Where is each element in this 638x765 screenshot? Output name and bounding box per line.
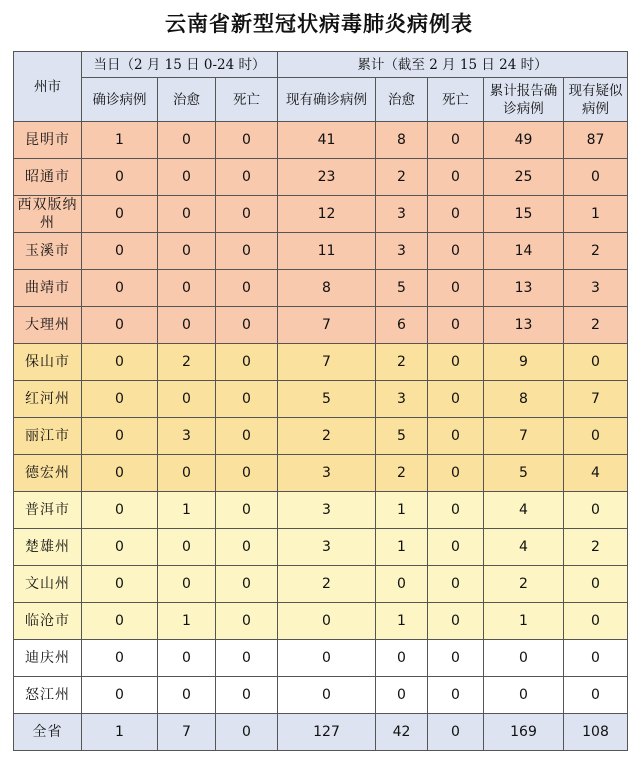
table-cell: 0 xyxy=(216,566,278,603)
total-cell: 127 xyxy=(278,714,376,751)
table-cell: 0 xyxy=(82,418,158,455)
table-cell: 0 xyxy=(82,455,158,492)
table-cell: 8 xyxy=(376,122,428,159)
table-cell: 0 xyxy=(428,640,484,677)
table-cell: 3 xyxy=(376,381,428,418)
city-name: 楚雄州 xyxy=(14,529,82,566)
table-cell: 0 xyxy=(376,677,428,714)
table-cell: 1 xyxy=(564,196,628,233)
table-cell: 0 xyxy=(428,307,484,344)
city-name: 临沧市 xyxy=(14,603,82,640)
table-cell: 7 xyxy=(278,344,376,381)
table-cell: 0 xyxy=(428,159,484,196)
table-cell: 23 xyxy=(278,159,376,196)
table-cell: 0 xyxy=(216,196,278,233)
city-name: 迪庆州 xyxy=(14,640,82,677)
table-cell: 4 xyxy=(564,455,628,492)
table-cell: 13 xyxy=(484,307,564,344)
table-cell: 3 xyxy=(278,455,376,492)
table-cell: 0 xyxy=(428,455,484,492)
table-cell: 0 xyxy=(428,492,484,529)
table-cell: 0 xyxy=(278,603,376,640)
table-cell: 0 xyxy=(158,677,216,714)
table-cell: 3 xyxy=(158,418,216,455)
table-row xyxy=(14,196,628,233)
table-cell: 2 xyxy=(564,233,628,270)
table-cell: 49 xyxy=(484,122,564,159)
city-name: 昆明市 xyxy=(14,122,82,159)
table-cell: 0 xyxy=(278,677,376,714)
table-cell: 0 xyxy=(158,270,216,307)
table-cell: 0 xyxy=(216,603,278,640)
city-name: 普洱市 xyxy=(14,492,82,529)
table-cell: 0 xyxy=(564,640,628,677)
table-row xyxy=(14,381,628,418)
table-row xyxy=(14,603,628,640)
table-cell: 0 xyxy=(428,381,484,418)
table-cell: 0 xyxy=(82,381,158,418)
table-cell: 2 xyxy=(158,344,216,381)
table-cell: 2 xyxy=(484,566,564,603)
table-cell: 2 xyxy=(376,159,428,196)
table-cell: 3 xyxy=(564,270,628,307)
table-cell: 0 xyxy=(216,418,278,455)
table-cell: 7 xyxy=(484,418,564,455)
table-cell: 0 xyxy=(82,677,158,714)
total-cell: 42 xyxy=(376,714,428,751)
table-cell: 0 xyxy=(484,640,564,677)
table-cell: 0 xyxy=(82,492,158,529)
table-cell: 0 xyxy=(428,529,484,566)
table-cell: 3 xyxy=(376,196,428,233)
table-cell: 87 xyxy=(564,122,628,159)
table-row xyxy=(14,492,628,529)
table-cell: 0 xyxy=(216,455,278,492)
table-row xyxy=(14,307,628,344)
header-today-group: 当日（2 月 15 日 0-24 时） xyxy=(82,52,278,78)
table-cell: 0 xyxy=(158,233,216,270)
table-cell: 1 xyxy=(484,603,564,640)
header-city: 州市 xyxy=(14,52,82,122)
table-cell: 0 xyxy=(82,344,158,381)
table-cell: 0 xyxy=(564,344,628,381)
table-cell: 0 xyxy=(428,233,484,270)
table-cell: 25 xyxy=(484,159,564,196)
total-cell: 1 xyxy=(82,714,158,751)
table-cell: 0 xyxy=(484,677,564,714)
header-today-deaths: 死亡 xyxy=(216,78,278,122)
table-title: 云南省新型冠状病毒肺炎病例表 xyxy=(165,11,473,36)
table-cell: 0 xyxy=(428,566,484,603)
city-name: 曲靖市 xyxy=(14,270,82,307)
table-cell: 0 xyxy=(564,159,628,196)
header-today-confirmed: 确诊病例 xyxy=(82,78,158,122)
table-cell: 2 xyxy=(376,344,428,381)
table-cell: 2 xyxy=(376,455,428,492)
table-row xyxy=(14,159,628,196)
table-row xyxy=(14,566,628,603)
table-cell: 1 xyxy=(158,603,216,640)
table-cell: 0 xyxy=(428,122,484,159)
table-cell: 0 xyxy=(82,307,158,344)
total-cell: 0 xyxy=(428,714,484,751)
table-cell: 0 xyxy=(158,196,216,233)
table-cell: 0 xyxy=(158,381,216,418)
city-name: 西双版纳州 xyxy=(14,196,82,233)
table-cell: 0 xyxy=(158,159,216,196)
table-cell: 0 xyxy=(216,233,278,270)
table-cell: 5 xyxy=(376,418,428,455)
table-row xyxy=(14,640,628,677)
table-cell: 0 xyxy=(564,418,628,455)
table-cell: 2 xyxy=(564,307,628,344)
table-cell: 0 xyxy=(82,640,158,677)
table-cell: 0 xyxy=(158,566,216,603)
table-cell: 0 xyxy=(428,196,484,233)
city-name: 丽江市 xyxy=(14,418,82,455)
city-name: 红河州 xyxy=(14,381,82,418)
table-cell: 4 xyxy=(484,492,564,529)
header-current-suspected: 现有疑似病例 xyxy=(564,78,628,122)
table-cell: 5 xyxy=(278,381,376,418)
table-cell: 3 xyxy=(278,492,376,529)
table-cell: 1 xyxy=(376,529,428,566)
table-cell: 2 xyxy=(278,418,376,455)
table-cell: 0 xyxy=(158,307,216,344)
table-cell: 0 xyxy=(428,418,484,455)
table-cell: 0 xyxy=(216,122,278,159)
header-cumulative-cured: 治愈 xyxy=(376,78,428,122)
table-row xyxy=(14,344,628,381)
table-cell: 2 xyxy=(278,566,376,603)
total-cell: 0 xyxy=(216,714,278,751)
table-cell: 0 xyxy=(216,270,278,307)
table-cell: 0 xyxy=(564,566,628,603)
table-cell: 0 xyxy=(376,640,428,677)
total-cell: 108 xyxy=(564,714,628,751)
table-cell: 0 xyxy=(216,159,278,196)
table-cell: 9 xyxy=(484,344,564,381)
case-table xyxy=(13,51,628,751)
table-cell: 0 xyxy=(216,677,278,714)
header-total-confirmed: 累计报告确诊病例 xyxy=(484,78,564,122)
table-cell: 5 xyxy=(376,270,428,307)
table-cell: 15 xyxy=(484,196,564,233)
table-cell: 4 xyxy=(484,529,564,566)
table-cell: 7 xyxy=(278,307,376,344)
city-name: 玉溪市 xyxy=(14,233,82,270)
table-cell: 0 xyxy=(82,196,158,233)
table-cell: 0 xyxy=(82,529,158,566)
table-cell: 14 xyxy=(484,233,564,270)
table-cell: 41 xyxy=(278,122,376,159)
header-today-cured: 治愈 xyxy=(158,78,216,122)
table-cell: 0 xyxy=(376,566,428,603)
table-cell: 0 xyxy=(216,381,278,418)
table-cell: 0 xyxy=(158,455,216,492)
table-cell: 0 xyxy=(82,566,158,603)
table-cell: 8 xyxy=(484,381,564,418)
city-name: 昭通市 xyxy=(14,159,82,196)
table-cell: 12 xyxy=(278,196,376,233)
table-row xyxy=(14,122,628,159)
city-name: 文山州 xyxy=(14,566,82,603)
table-row xyxy=(14,418,628,455)
table-cell: 0 xyxy=(82,270,158,307)
city-name: 保山市 xyxy=(14,344,82,381)
total-cell: 7 xyxy=(158,714,216,751)
table-cell: 0 xyxy=(428,270,484,307)
total-row xyxy=(14,714,628,751)
table-row xyxy=(14,529,628,566)
table-cell: 1 xyxy=(82,122,158,159)
table-cell: 0 xyxy=(82,603,158,640)
table-cell: 0 xyxy=(216,529,278,566)
table-cell: 0 xyxy=(158,122,216,159)
header-cumulative-group: 累计（截至 2 月 15 日 24 时） xyxy=(278,52,628,78)
table-cell: 0 xyxy=(428,344,484,381)
table-cell: 0 xyxy=(428,603,484,640)
table-cell: 5 xyxy=(484,455,564,492)
total-cell: 169 xyxy=(484,714,564,751)
table-cell: 1 xyxy=(376,492,428,529)
table-row xyxy=(14,677,628,714)
table-cell: 0 xyxy=(564,677,628,714)
header-cumulative-deaths: 死亡 xyxy=(428,78,484,122)
table-cell: 0 xyxy=(564,603,628,640)
table-cell: 1 xyxy=(158,492,216,529)
table-cell: 0 xyxy=(564,492,628,529)
table-cell: 6 xyxy=(376,307,428,344)
table-cell: 0 xyxy=(158,640,216,677)
table-row xyxy=(14,270,628,307)
table-cell: 0 xyxy=(216,492,278,529)
table-cell: 0 xyxy=(82,233,158,270)
table-cell: 13 xyxy=(484,270,564,307)
table-cell: 11 xyxy=(278,233,376,270)
total-label: 全省 xyxy=(14,714,82,751)
table-cell: 3 xyxy=(376,233,428,270)
header-current-confirmed: 现有确诊病例 xyxy=(278,78,376,122)
city-name: 怒江州 xyxy=(14,677,82,714)
city-name: 大理州 xyxy=(14,307,82,344)
table-cell: 2 xyxy=(564,529,628,566)
table-cell: 0 xyxy=(216,344,278,381)
table-cell: 7 xyxy=(564,381,628,418)
table-cell: 1 xyxy=(376,603,428,640)
table-body xyxy=(14,122,628,714)
table-cell: 0 xyxy=(158,529,216,566)
table-cell: 3 xyxy=(278,529,376,566)
table-cell: 0 xyxy=(428,677,484,714)
table-row xyxy=(14,233,628,270)
table-cell: 8 xyxy=(278,270,376,307)
table-cell: 0 xyxy=(82,159,158,196)
table-cell: 0 xyxy=(216,640,278,677)
city-name: 德宏州 xyxy=(14,455,82,492)
table-row xyxy=(14,455,628,492)
table-cell: 0 xyxy=(278,640,376,677)
table-cell: 0 xyxy=(216,307,278,344)
